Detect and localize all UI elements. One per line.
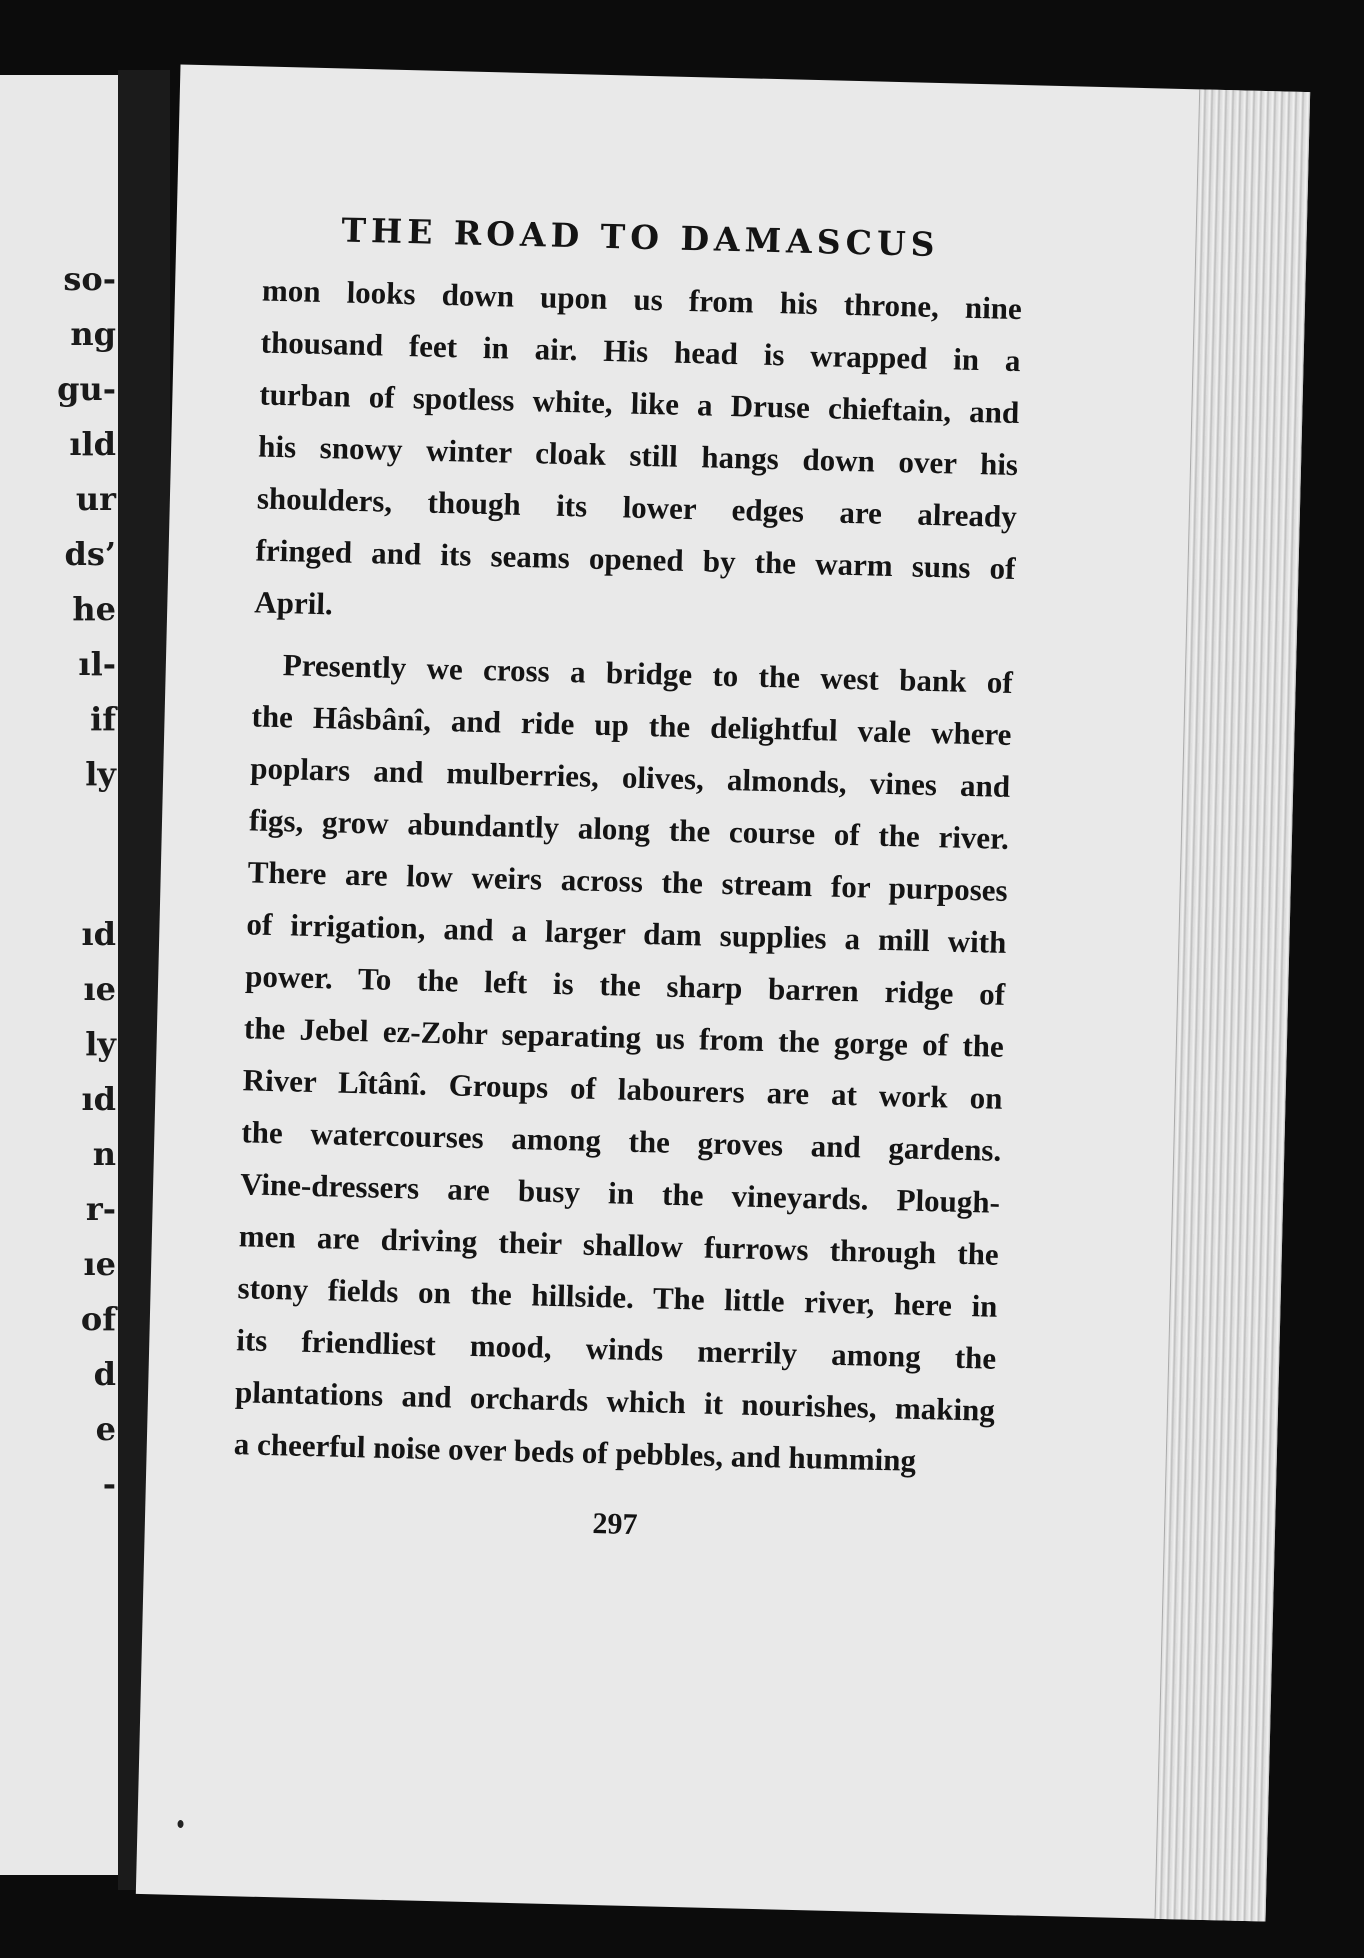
- right-page: [136, 64, 1310, 1921]
- left-page-fragment: r-: [85, 1190, 116, 1228]
- left-page-fragment: he: [72, 590, 116, 628]
- page-number: 297: [592, 1506, 638, 1542]
- left-page-fragment: ly: [85, 1025, 116, 1063]
- left-page-fragment: ıl-: [78, 645, 116, 683]
- text-line: the Jebel ez-Zohr separating us from the gorge of the: [243, 1010, 1005, 1064]
- text-line: figs, grow abundantly along the course of the river.: [248, 802, 1010, 856]
- text-line: stony fields on the hillside. The little river, here in: [237, 1270, 998, 1324]
- left-page-fragment: d: [93, 1355, 116, 1393]
- text-line: his snowy winter cloak still hangs down over his: [257, 428, 1019, 483]
- body-text: [233, 265, 1022, 1489]
- left-page-fragment: so-: [63, 260, 116, 298]
- left-page-fragment: ıe: [83, 970, 116, 1008]
- text-line: Vine-dressers are busy in the vineyards. Plough-: [239, 1166, 1001, 1220]
- left-page-fragment: n: [92, 1135, 116, 1173]
- paragraph: [254, 265, 1023, 647]
- left-page-fragment: ıe: [83, 1245, 116, 1283]
- text-line: of irrigation, and a larger dam supplies a mill with: [246, 906, 1007, 960]
- running-head: THE ROAD TO DAMASCUS: [341, 210, 940, 265]
- left-page-fragment: ng: [70, 315, 116, 353]
- left-page-fragment: ur: [75, 480, 116, 518]
- left-page-fragment: of: [80, 1300, 116, 1338]
- text-line: mon looks down upon us from his throne, nine: [261, 272, 1023, 327]
- text-line: thousand feet in air. His head is wrapped in a: [260, 324, 1021, 379]
- text-line: turban of spotless white, like a Druse chieftain, and: [259, 376, 1020, 431]
- left-page: [0, 75, 118, 1875]
- left-page-fragment: ds’: [64, 535, 116, 573]
- left-page-fragment: if: [90, 700, 116, 738]
- text-line: the watercourses among the groves and gardens.: [241, 1114, 1002, 1168]
- left-page-fragment: ly: [85, 755, 116, 793]
- text-line: its friendliest mood, winds merrily among the: [235, 1322, 997, 1376]
- left-page-fragment: ıd: [81, 1080, 116, 1118]
- text-line: power. To the left is the sharp barren ridge of: [244, 958, 1006, 1012]
- text-line: There are low weirs across the stream for purposes: [247, 854, 1009, 908]
- text-line: fringed and its seams opened by the warm suns of: [255, 532, 1016, 587]
- text-line: River Lîtânî. Groups of labourers are at work on: [242, 1062, 1003, 1116]
- text-line: the Hâsbânî, and ride up the delightful vale where: [251, 698, 1012, 752]
- text-line: a cheerful noise over beds of pebbles, and humming: [233, 1426, 917, 1478]
- text-line: men are driving their shallow furrows through the: [238, 1218, 1000, 1272]
- ink-speck: [177, 1820, 183, 1828]
- text-line: plantations and orchards which it nourishes, making: [234, 1374, 996, 1428]
- left-page-fragment: e: [95, 1410, 116, 1448]
- text-line: Presently we cross a bridge to the west bank of: [282, 647, 1014, 700]
- paragraph: [233, 638, 1013, 1488]
- text-line: shoulders, though its lower edges are already: [256, 480, 1018, 535]
- left-page-fragment: -: [102, 1465, 116, 1503]
- page-edges: [1155, 89, 1311, 1921]
- left-page-fragment: ıd: [81, 915, 116, 953]
- text-line: poplars and mulberries, olives, almonds, vines and: [249, 750, 1011, 804]
- text-line: April.: [253, 584, 334, 622]
- left-page-fragment: gu-: [57, 370, 116, 408]
- left-page-fragment: ıld: [69, 425, 116, 463]
